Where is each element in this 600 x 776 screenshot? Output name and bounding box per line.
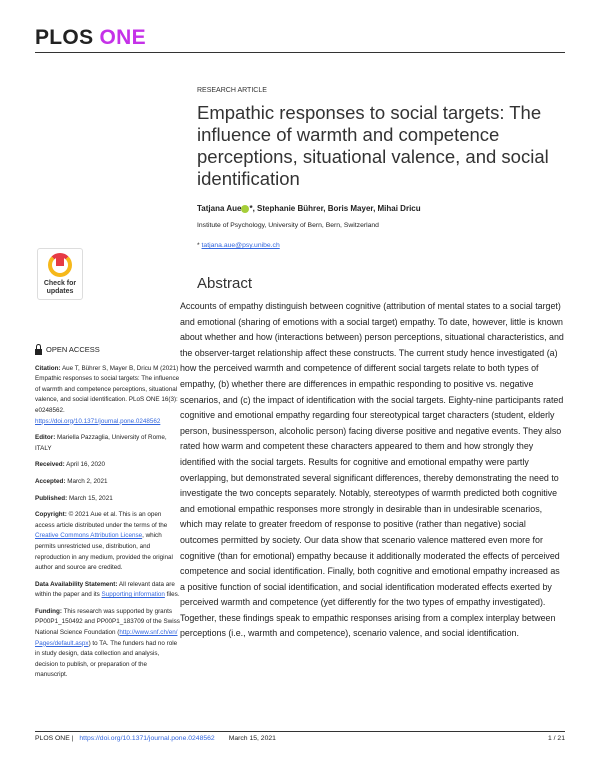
- editor-text: Mariella Pazzaglia, University of Rome, ITALY: [35, 434, 167, 452]
- affiliation: Institute of Psychology, University of Bern, Bern, Switzerland: [197, 222, 379, 229]
- citation-label: Citation:: [35, 364, 61, 372]
- footer-divider: [35, 731, 565, 732]
- crossmark-icon: [48, 253, 72, 277]
- corresponding-mark: *: [249, 204, 253, 213]
- article-info-sidebar: [35, 345, 180, 687]
- open-access-label: OPEN ACCESS: [46, 345, 100, 354]
- funding: [35, 607, 180, 681]
- accepted-date: March 2, 2021: [67, 477, 108, 485]
- footer-journal: PLOS ONE |: [35, 735, 74, 742]
- copyright-text-rest: , which permits unrestricted use, distribution, and reproduction in any medium, provided the original author and source are credited.: [35, 532, 173, 572]
- funding-text-rest: ) to TA. The funders had no role in study design, data collection and analysis, decision to publish, or preparation of the manuscript.: [35, 639, 178, 679]
- citation-text: Aue T, Bührer S, Mayer B, Dricu M (2021) Empathic responses to social targets: The influence of warmth and competence perceptions, situational valence, and social identification. PLoS ONE 16(3): e0248562.: [35, 364, 180, 414]
- data-availability-text: All relevant data are within the paper and its: [35, 580, 175, 599]
- snf-link[interactable]: http://www.snf.ch/en/Pages/default.aspx: [35, 629, 178, 647]
- open-access: [35, 345, 180, 356]
- copyright-text: © 2021 Aue et al. This is an open access article distributed under the terms of the: [35, 511, 168, 529]
- received-date: April 16, 2020: [66, 461, 106, 469]
- journal-logo: [35, 26, 146, 50]
- published-date: March 15, 2021: [68, 494, 113, 502]
- received-label: Received:: [35, 461, 65, 469]
- footer-doi-link[interactable]: https://doi.org/10.1371/journal.pone.0248562: [79, 735, 215, 742]
- accepted-label: Accepted:: [35, 477, 66, 485]
- copyright-label: Copyright:: [35, 511, 67, 519]
- citation-doi-link[interactable]: https://doi.org/10.1371/journal.pone.0248562: [35, 417, 161, 425]
- author-rest: , Stephanie Bührer, Boris Mayer, Mihai Dricu: [252, 204, 421, 213]
- data-availability: [35, 580, 180, 601]
- editor-label: Editor:: [35, 434, 56, 442]
- data-availability-rest: files.: [166, 591, 180, 599]
- received: [35, 460, 180, 471]
- published-label: Published:: [35, 494, 68, 502]
- logo-plos: PLOS: [35, 26, 94, 49]
- author-first: Tatjana Aue: [197, 204, 242, 213]
- data-availability-label: Data Availability Statement:: [35, 580, 118, 588]
- check-updates-line1: Check for: [43, 280, 77, 287]
- check-for-updates-badge[interactable]: [37, 248, 83, 300]
- check-updates-line2: updates: [46, 287, 74, 295]
- email-link[interactable]: tatjana.aue@psy.unibe.ch: [201, 242, 280, 249]
- license-link[interactable]: Creative Commons Attribution License: [35, 532, 143, 540]
- funding-text: This research was supported by grants PP00P1_150492 and PP00P1_183709 of the Swiss National Science Foundation (: [35, 607, 180, 637]
- accepted: [35, 477, 180, 488]
- article-title: Empathic responses to social targets: The influence of warmth and competence perceptions, situational valence, and social identification: [197, 102, 549, 189]
- logo-one: ONE: [99, 26, 146, 49]
- author-list: [197, 204, 421, 213]
- corresponding-mark: *: [197, 242, 200, 249]
- footer-date: March 15, 2021: [228, 735, 276, 742]
- citation: [35, 364, 180, 428]
- article-type: RESEARCH ARTICLE: [197, 87, 267, 94]
- editor: [35, 433, 180, 454]
- funding-label: Funding:: [35, 607, 62, 615]
- correspondence: [197, 242, 280, 249]
- page-footer: [35, 735, 565, 742]
- open-lock-icon: [35, 349, 42, 355]
- abstract-heading: Abstract: [197, 275, 253, 292]
- abstract-text: Accounts of empathy distinguish between cognitive (attribution of mental states to a social target) and emotional (sharing of emotions with a social target) empathy. To date, however, little is known about whether and how (interactions between) person perceptions, situational characteristics, and the observer-target relationship affect these constructs. The current study hence investigated (a) how the perceived warmth and competence of different social targets relate to both types of empathy, (b) whether there are differences in empathic responding to positive vs. negative scenarios, and (c) the impact of identification with the social targets. Eighty-nine participants rated cognitive and emotional empathy regarding four stereotypical target characters (student, elderly person, businessperson, alcoholic person) facing diverse positive and negative events. They also rated how warm and competent these characters appeared to them and how strongly they identified with the social targets. Results for cognitive and emotional empathy were partly overlapping, but demonstrated several significant differences, thereby demonstrating the need to investigate the two concepts separately. Notably, stereotypes of warmth predicted both cognitive and emotional empathic responses more strongly in desirable than in undesirable scenarios, which may relate to greater freedom of response to positive (rather than negative) social outcomes permitted by society. Our data show that scenario valence mattered even more for cognitive (than for emotional) empathy because it additionally moderated the effects of perceived competence and social identification. Finally, both cognitive and emotional empathy increased as a positive function of social identification, and social identification moderated effects exerted by perceived warmth and competence (yet differently for the two types of empathy investigated). Together, these findings speak to empathic responses arising from a complex interplay between perceptions (i.e., warmth and competence), scenario valence, and social identification.: [180, 301, 564, 639]
- published: [35, 494, 180, 505]
- page-number: 1 / 21: [547, 735, 565, 742]
- supporting-info-link[interactable]: Supporting information: [101, 591, 165, 599]
- header-divider: [35, 52, 565, 53]
- copyright: [35, 510, 180, 574]
